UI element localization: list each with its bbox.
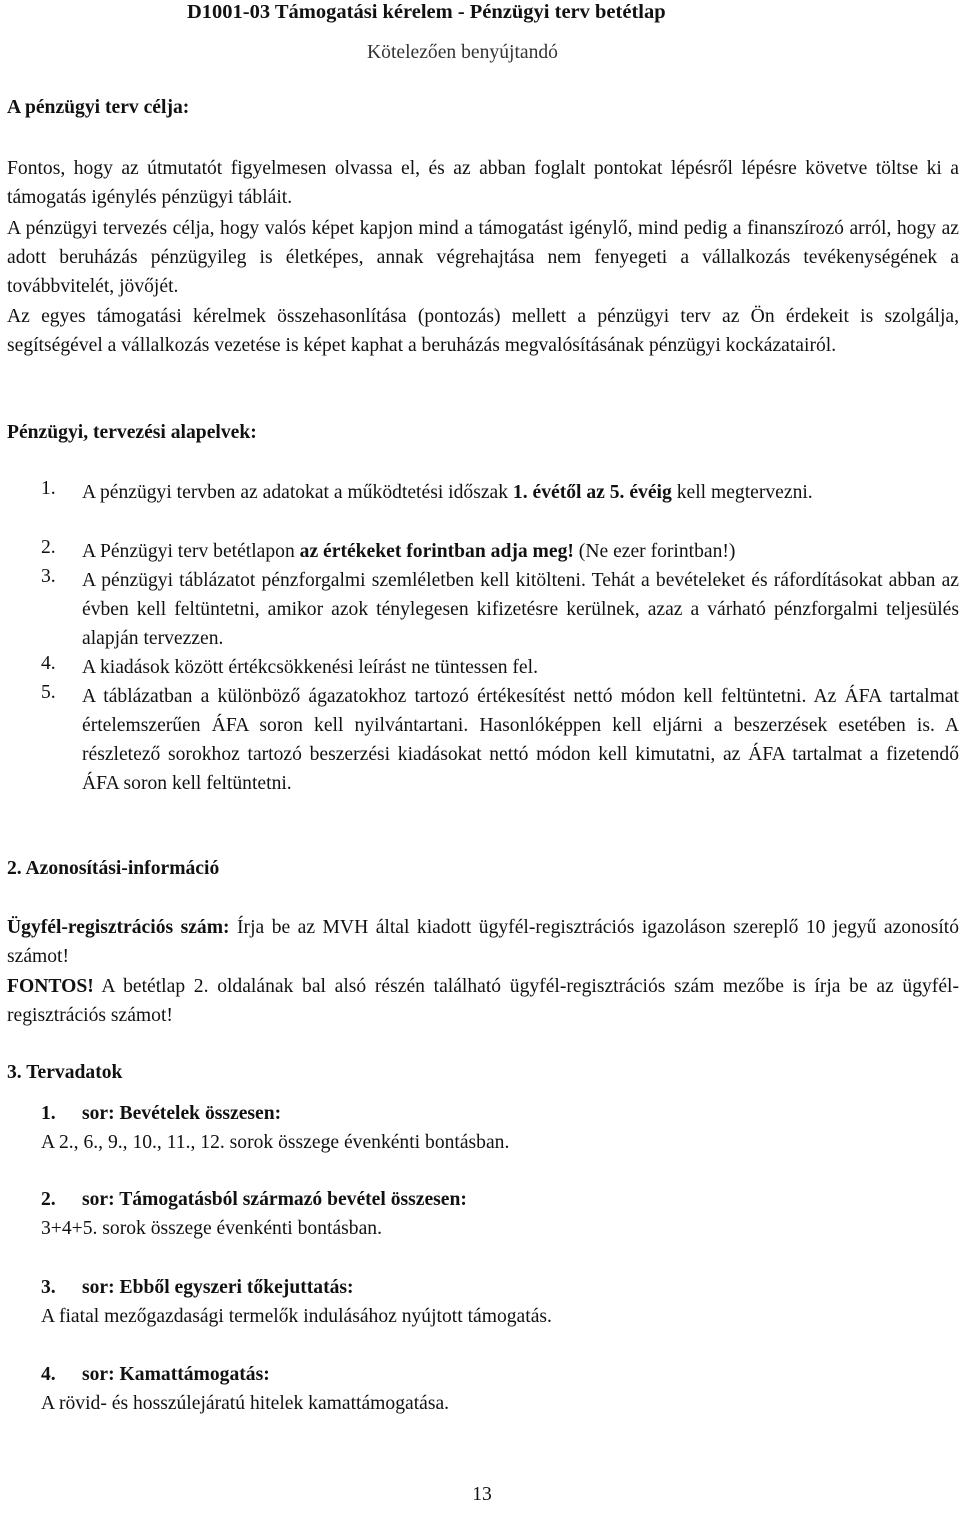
principle-number: 5. [41, 682, 56, 703]
principle-text: A táblázatban a különböző ágazatokhoz tartozó értékesítést nettó módon kell feltüntetni. Az ÁFA tartalmat értelemszerűen ÁFA soron kell nyilvántartani. Hasonlóképpen kell eljárni a beszerzések esetében is. A részletező sorokhoz tartozó beszerzési kiadásokat nettó módon kell kimutatni, az ÁFA tartalmat a fizetendő ÁFA soron kell feltüntetni. [82, 686, 959, 794]
principle-text-bold: az értékeket forintban adja meg! [299, 541, 574, 562]
section-2-heading: 2. Azonosítási-információ [7, 858, 220, 879]
section-3-heading: 3. Tervadatok [7, 1062, 123, 1083]
ugyfel-text: Írja be az MVH által kiadott ügyfél-regisztrációs igazoláson szereplő 10 jegyű azonosító számot! [7, 917, 960, 967]
fontos-paragraph [7, 972, 959, 1030]
row-number: 2. [41, 1189, 56, 1210]
principle-text-bold: 1. évétől az 5. évéig [512, 482, 672, 503]
row-title: sor: Támogatásból származó bevétel összesen: [82, 1189, 467, 1210]
document-page [7, 0, 959, 1519]
document-subtitle: Kötelezően benyújtandó [367, 42, 558, 63]
principle-text-plain: A Pénzügyi terv betétlapon [82, 541, 300, 562]
row-title: sor: Kamattámogatás: [82, 1364, 270, 1385]
row-title: sor: Bevételek összesen: [82, 1103, 282, 1124]
principle-text-plain: (Ne ezer forintban!) [573, 541, 736, 562]
paragraph-1: Fontos, hogy az útmutatót figyelmesen olvassa el, és az abban foglalt pontokat lépésről lépésre követve töltse ki a támogatás igénylés pénzügyi tábláit. [7, 158, 959, 208]
fontos-text: A betétlap 2. oldalának bal alsó részén található ügyfél-regisztrációs szám mezőbe is írja be az ügyfél-regisztrációs számot! [7, 976, 959, 1026]
principle-number: 1. [41, 478, 56, 499]
paragraph-2: A pénzügyi tervezés célja, hogy valós képet kapjon mind a támogatást igénylő, mind pedig a finanszírozó arról, hogy az adott beruházás pénzügyileg is életképes, annak végrehajtása nem fenyegeti a vállalkozás tevékenységének a továbbvitelét, jövőjét. [7, 218, 959, 297]
principle-text-plain: kell megtervezni. [671, 482, 813, 503]
page-number: 13 [472, 1484, 492, 1505]
principle-number: 2. [41, 537, 56, 558]
row-description: 3+4+5. sorok összege évenkénti bontásban. [41, 1218, 382, 1239]
row-number: 1. [41, 1103, 56, 1124]
principle-text: A kiadások között értékcsökkenési leírást ne tüntessen fel. [82, 657, 538, 678]
ugyfel-label: Ügyfél-regisztrációs szám: [7, 917, 230, 938]
document-title: D1001-03 Támogatási kérelem - Pénzügyi terv betétlap [187, 1, 666, 23]
principle-number: 4. [41, 653, 56, 674]
principle-text: A pénzügyi táblázatot pénzforgalmi szemléletben kell kitölteni. Tehát a bevételeket és ráfordításokat abban az évben kell feltüntetni, amikor azok ténylegesen kifizetésre kerülnek, azaz a várható pénzforgalmi teljesülés alapján tervezzen. [82, 570, 959, 649]
row-number: 3. [41, 1277, 56, 1298]
principle-text-plain: A pénzügyi tervben az adatokat a működtetési időszak [82, 482, 513, 503]
goal-heading: A pénzügyi terv célja: [7, 97, 190, 118]
principle-text [82, 478, 959, 507]
principle-text [82, 537, 959, 566]
row-description: A 2., 6., 9., 10., 11., 12. sorok összege évenkénti bontásban. [41, 1132, 510, 1153]
paragraph-3: Az egyes támogatási kérelmek összehasonlítása (pontozás) mellett a pénzügyi terv az Ön érdekeit is szolgálja, segítségével a vállalkozás vezetése is képet kaphat a beruházás megvalósításának pénzügyi kockázatairól. [7, 306, 959, 356]
ugyfel-paragraph [7, 913, 959, 971]
principles-heading: Pénzügyi, tervezési alapelvek: [7, 422, 257, 443]
fontos-label: FONTOS! [7, 976, 94, 997]
principle-number: 3. [41, 566, 56, 587]
row-number: 4. [41, 1364, 56, 1385]
row-title: sor: Ebből egyszeri tőkejuttatás: [82, 1277, 354, 1298]
row-description: A fiatal mezőgazdasági termelők indulásához nyújtott támogatás. [41, 1306, 552, 1327]
row-description: A rövid- és hosszúlejáratú hitelek kamattámogatása. [41, 1393, 450, 1414]
